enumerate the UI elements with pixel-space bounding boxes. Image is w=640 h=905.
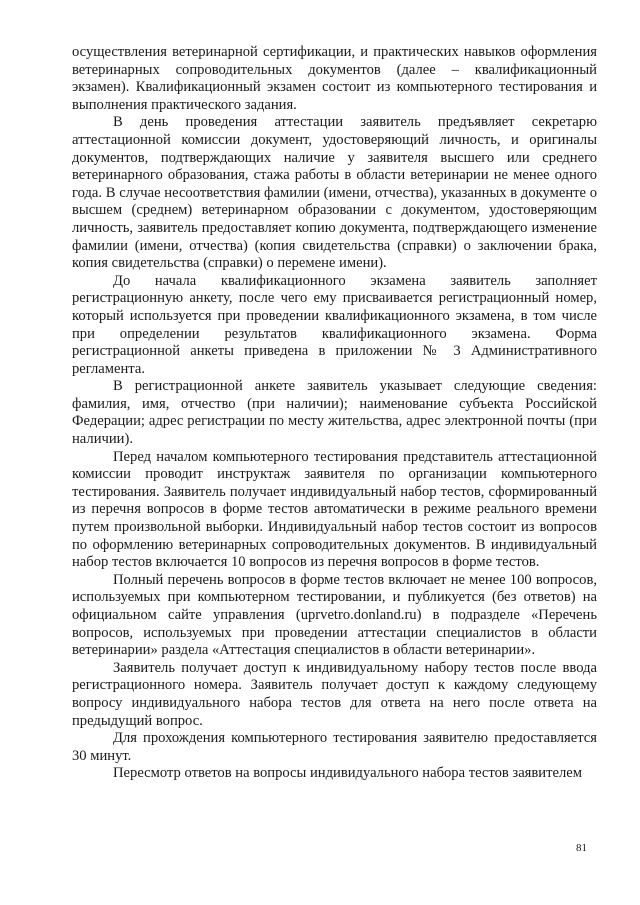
paragraph-continuation: осуществления ветеринарной сертификации, и практических навыков оформления ветеринарных сопроводительных документов (далее – квалификационный экзамен). Квалификационный экзамен состоит из компьютерного тестирования и выполнения практического задания. (72, 44, 597, 113)
paragraph-registration-form: До начала квалификационного экзамена заявитель заполняет регистрационную анкету, после чего ему присваивается регистрационный номер, который используется при проведении квалификационного экзамена, в том числе при определении результатов квалификационного экзамена. Форма регистрационной анкеты приведена в приложении № 3 Административного регламента. (72, 272, 597, 377)
paragraph-review: Пересмотр ответов на вопросы индивидуального набора тестов заявителем (113, 765, 582, 782)
paragraph-attestation-day: В день проведения аттестации заявитель предъявляет секретарю аттестационной комиссии документ, удостоверяющий личность, и оригиналы документов, подтверждающих наличие у заявителя высшего или среднего ветеринарного образования, стажа работы в области ветеринарии не менее одного года. В случае несоответствия фамилии (имени, отчества), указанных в документе о высшем (среднем) ветеринарном образовании с документом, удостоверяющим личность, заявитель предоставляет копию документа, подтверждающего изменение фамилии (имени, отчества) (копия свидетельства (справки) о заключении брака, копия свидетельства (справки) о перемене имени). (72, 114, 597, 272)
paragraph-access: Заявитель получает доступ к индивидуальному набору тестов после ввода регистрационного номера. Заявитель получает доступ к каждому следующему вопросу индивидуального набора тестов для ответа на него после ответа на предыдущий вопрос. (72, 659, 597, 729)
paragraph-time-limit: Для прохождения компьютерного тестирования заявителю предоставляется 30 минут. (72, 730, 597, 764)
paragraph-instruction: Перед началом компьютерного тестирования представитель аттестационной комиссии проводит инструктаж заявителя по организации компьютерного тестирования. Заявитель получает индивидуальный набор тестов, сформированный из перечня вопросов в форме тестов автоматически в режиме реального времени путем произвольной выборки. Индивидуальный набор тестов состоит из вопросов по оформлению ветеринарных сопроводительных документов. В индивидуальный набор тестов включается 10 вопросов из перечня вопросов в форме тестов. (72, 448, 597, 571)
document-page (72, 44, 597, 783)
page-number: 81 (576, 842, 587, 854)
paragraph-question-list: Полный перечень вопросов в форме тестов включает не менее 100 вопросов, используемых при компьютерном тестировании, и публикуется (без ответов) на официальном сайте управления (uprvetro.donland.ru) в подразделе «Перечень вопросов, используемых при проведении аттестации специалистов в области ветеринарии» раздела «Аттестация специалистов в области ветеринарии». (72, 571, 597, 659)
paragraph-form-fields: В регистрационной анкете заявитель указывает следующие сведения: фамилия, имя, отчество (при наличии); наименование субъекта Российской Федерации; адрес регистрации по месту жительства, адрес электронной почты (при наличии). (72, 378, 597, 448)
